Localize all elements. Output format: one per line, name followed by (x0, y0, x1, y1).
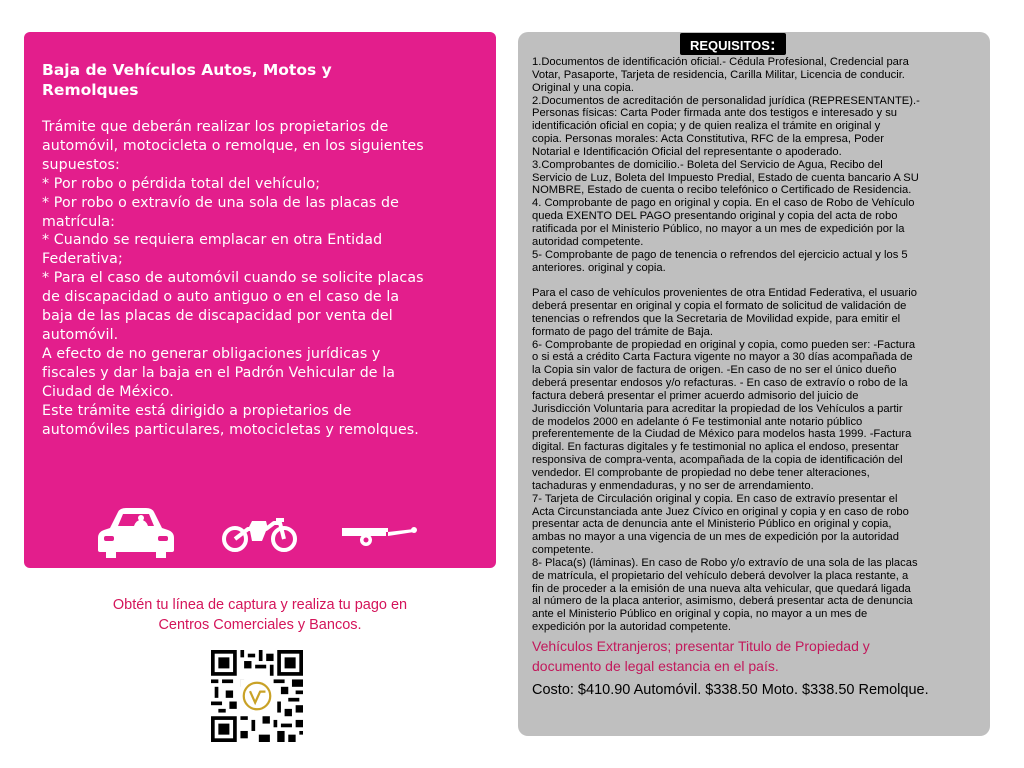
car-icon (94, 504, 178, 560)
requirements-label-text: REQUISITOS (690, 38, 770, 53)
vehicle-icons (94, 504, 424, 564)
requirements-label (680, 33, 786, 55)
procedure-description-panel (24, 32, 496, 568)
trailer-icon (340, 526, 418, 550)
qr-code-icon[interactable] (211, 650, 303, 742)
requirements-list: 1.Documentos de identificación oficial.- Cédula Profesional, Credencial para Votar, Pasaporte, Tarjeta de residencia, Carilla Militar, Licencia de conducir. Original y una copia. 2.Documentos de acreditación de personalidad jurídica (REPRESENTANTE).- Personas físicas: Carta Poder firmada ante dos testigos e interesado y su identificación oficial en copia; y de quien realiza el trámite en original y copia. Personas morales: Acta Constitutiva, RFC de la empresa, Poder Notarial e Identificación Oficial del representante o apoderado. 3.Comprobantes de domicilio.- Boleta del Servicio de Agua, Recibo del Servicio de Luz, Boleta del Impuesto Predial, Estado de cuenta bancario A SU NOMBRE, Estado de cuenta o recibo telefónico o Certificado de Residencia. 4. Comprobante de pago en original y copia. En el caso de Robo de Vehículo queda EXENTO DEL PAGO presentando original y copia del acta de robo ratificada por el Ministerio Público, no mayor a un mes de expedición por la autoridad competente. 5- Comprobante de pago de tenencia o refrendos del ejercicio actual y los 5 anteriores. original y copia. Para el caso de vehículos provenientes de otra Entidad Federativa, el usuario deberá presentar en original y copia el formato de solicitud de validación de tenencias o refrendos que la Secretaria de Movilidad expide, para emitir el formato de pago del trámite de Baja. 6- Comprobante de propiedad en original y copia, como pueden ser: -Factura o si está a crédito Carta Factura vigente no mayor a 30 días acompañada de la Copia sin valor de factura de origen. -En caso de no ser el único dueño deberá presentar endosos y/o refacturas. - En caso de extravío o robo de la factura deberá presentar el primer acuerdo admisorio del juicio de Jurisdicción Voluntaria para acreditar la propiedad de los Vehículos a partir de modelos 2000 en adelante ó Fe testimonial ante notario público preferentemente de la Ciudad de México para modelos hasta 1999. -Factura digital. En facturas digitales y fe testimonial no aplica el endoso, presentar responsiva de compra-venta, acompañada de la copia de identificación del vendedor. El comprobante de propiedad no debe tener alteraciones, tachaduras y enmendaduras, y no ser de arrendamiento. 7- Tarjeta de Circulación original y copia. En caso de extravío presentar el Acta Circunstanciada ante Juez Cívico en original y copia y en caso de robo presentar acta de denuncia ante el Ministerio Público en original y copia, ambas no mayor a una vigencia de un mes de expedición por la autoridad competente. 8- Placa(s) (láminas). En caso de Robo y/o extravío de una sola de las placas de matrícula, el propietario del vehículo deberá devolver la placa restante, a fin de proceder a la emisión de una nueva alta vehicular, que quedará ligada al número de la placa anterior, asimismo, deberá presentar acta de denuncia ante el Ministerio Público en original y copia, no mayor a un mes de expedición por la autoridad competente. (532, 56, 920, 634)
procedure-title: Baja de Vehículos Autos, Motos y Remolques (42, 61, 332, 99)
cost-line: Costo: $410.90 Automóvil. $338.50 Moto. $338.50 Remolque. (532, 681, 929, 698)
motorcycle-icon (222, 518, 298, 552)
procedure-description: Trámite que deberán realizar los propietarios de automóvil, motocicleta o remolque, en los siguientes supuestos: * Por robo o pérdida total del vehículo; * Por robo o extravío de una sola de las placas de matrícula: * Cuando se requiera emplacar en otra Entidad Federativa; * Para el caso de automóvil cuando se solicite placas de discapacidad o auto antiguo o en el caso de la baja de las placas de discapacidad por venta del automóvil. A efecto de no generar obligaciones jurídicas y fiscales y dar la baja en el Padrón Vehicular de la Ciudad de México. Este trámite está dirigido a propietarios de automóviles particulares, motocicletas y remolques. (42, 119, 424, 438)
payment-instructions: Obtén tu línea de captura y realiza tu pago en Centros Comerciales y Bancos. (112, 597, 408, 633)
requirements-label-colon: : (769, 35, 776, 54)
foreign-vehicles-note: Vehículos Extranjeros; presentar Titulo de Propiedad y documento de legal estancia en el país. (532, 637, 870, 674)
requirements-panel (518, 32, 990, 736)
